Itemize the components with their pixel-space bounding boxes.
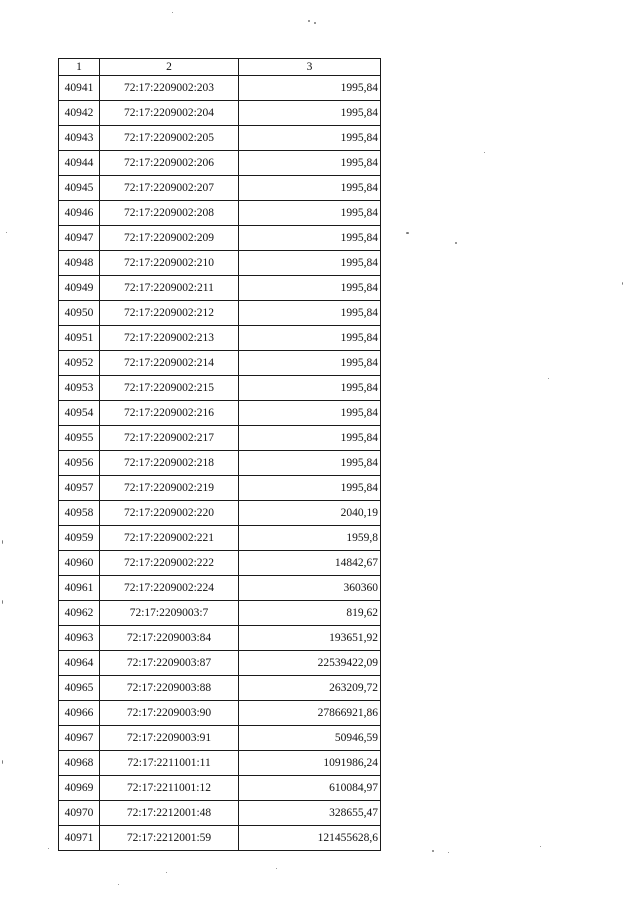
scan-speck: [118, 884, 119, 885]
cadastral-value-cell: 193651,92: [239, 626, 381, 651]
cadastral-number-cell: 72:17:2209002:222: [100, 551, 239, 576]
table-row: [59, 201, 381, 226]
row-number-cell: 40956: [59, 451, 100, 476]
cadastral-number-cell: 72:17:2209002:205: [100, 126, 239, 151]
scan-speck: [48, 848, 49, 849]
cadastral-number-cell: 72:17:2209002:210: [100, 251, 239, 276]
cadastral-number-cell: 72:17:2209002:206: [100, 151, 239, 176]
row-number-cell: 40964: [59, 651, 100, 676]
scan-speck: [484, 152, 485, 153]
table-body: [59, 76, 381, 851]
scan-speck: [314, 22, 316, 24]
cadastral-number-cell: 72:17:2209002:220: [100, 501, 239, 526]
table-row: [59, 226, 381, 251]
cadastral-number-cell: 72:17:2209002:211: [100, 276, 239, 301]
cadastral-number-cell: 72:17:2209003:88: [100, 676, 239, 701]
cadastral-value-cell: 1995,84: [239, 151, 381, 176]
cadastral-value-cell: 1995,84: [239, 426, 381, 451]
table-row: [59, 826, 381, 851]
cadastral-value-cell: 1995,84: [239, 351, 381, 376]
cadastral-number-cell: 72:17:2209003:91: [100, 726, 239, 751]
row-number-cell: 40966: [59, 701, 100, 726]
cadastral-number-cell: 72:17:2212001:59: [100, 826, 239, 851]
row-number-cell: 40960: [59, 551, 100, 576]
cadastral-value-cell: 328655,47: [239, 801, 381, 826]
table-row: [59, 601, 381, 626]
table-row: [59, 76, 381, 101]
table-row: [59, 401, 381, 426]
row-number-cell: 40965: [59, 676, 100, 701]
scan-speck: [6, 232, 7, 233]
scan-speck: [448, 852, 449, 853]
cadastral-number-cell: 72:17:2209002:224: [100, 576, 239, 601]
table-row: [59, 626, 381, 651]
cadastral-value-cell: 1959,8: [239, 526, 381, 551]
cadastral-number-cell: 72:17:2209003:87: [100, 651, 239, 676]
row-number-cell: 40942: [59, 101, 100, 126]
table-row: [59, 101, 381, 126]
table-row: [59, 551, 381, 576]
cadastral-number-cell: 72:17:2209002:212: [100, 301, 239, 326]
cadastral-number-cell: 72:17:2209002:221: [100, 526, 239, 551]
scan-speck: [406, 232, 409, 234]
table-row: [59, 326, 381, 351]
row-number-cell: 40963: [59, 626, 100, 651]
cadastral-value-cell: 1995,84: [239, 251, 381, 276]
cadastral-number-cell: 72:17:2209002:204: [100, 101, 239, 126]
cadastral-value-cell: 1091986,24: [239, 751, 381, 776]
column-header-2: 2: [100, 59, 239, 76]
row-number-cell: 40961: [59, 576, 100, 601]
cadastral-number-cell: 72:17:2209002:219: [100, 476, 239, 501]
row-number-cell: 40949: [59, 276, 100, 301]
table-row: [59, 801, 381, 826]
row-number-cell: 40962: [59, 601, 100, 626]
table-row: [59, 276, 381, 301]
cadastral-number-cell: 72:17:2209002:207: [100, 176, 239, 201]
cadastral-number-cell: 72:17:2211001:12: [100, 776, 239, 801]
table-row: [59, 351, 381, 376]
scan-speck: [2, 540, 3, 544]
cadastral-value-cell: 1995,84: [239, 401, 381, 426]
cadastral-value-cell: 1995,84: [239, 101, 381, 126]
scan-speck: [622, 282, 623, 285]
cadastral-value-cell: 1995,84: [239, 301, 381, 326]
cadastral-value-cell: 1995,84: [239, 376, 381, 401]
row-number-cell: 40971: [59, 826, 100, 851]
cadastral-number-cell: 72:17:2209003:7: [100, 601, 239, 626]
scan-speck: [540, 846, 541, 847]
scan-speck: [548, 378, 549, 379]
cadastral-value-cell: 1995,84: [239, 201, 381, 226]
table-row: [59, 651, 381, 676]
table-row: [59, 426, 381, 451]
scan-speck: [432, 850, 434, 852]
table-row: [59, 476, 381, 501]
cadastral-value-cell: 27866921,86: [239, 701, 381, 726]
scan-speck: [455, 242, 457, 244]
cadastral-value-cell: 121455628,6: [239, 826, 381, 851]
cadastral-value-cell: 14842,67: [239, 551, 381, 576]
cadastral-value-cell: 819,62: [239, 601, 381, 626]
table-row: [59, 726, 381, 751]
cadastral-value-table: [58, 58, 381, 851]
table-row: [59, 676, 381, 701]
table-row: [59, 126, 381, 151]
cadastral-number-cell: 72:17:2209002:216: [100, 401, 239, 426]
cadastral-number-cell: 72:17:2209002:213: [100, 326, 239, 351]
row-number-cell: 40968: [59, 751, 100, 776]
table-row: [59, 376, 381, 401]
cadastral-value-cell: 263209,72: [239, 676, 381, 701]
table-row: [59, 176, 381, 201]
row-number-cell: 40945: [59, 176, 100, 201]
row-number-cell: 40951: [59, 326, 100, 351]
table-row: [59, 451, 381, 476]
cadastral-value-cell: 50946,59: [239, 726, 381, 751]
table-row: [59, 576, 381, 601]
table-row: [59, 301, 381, 326]
row-number-cell: 40953: [59, 376, 100, 401]
table-row: [59, 501, 381, 526]
cadastral-number-cell: 72:17:2209002:218: [100, 451, 239, 476]
table-row: [59, 251, 381, 276]
cadastral-value-cell: 610084,97: [239, 776, 381, 801]
scan-speck: [276, 868, 277, 869]
cadastral-value-cell: 360360: [239, 576, 381, 601]
cadastral-number-cell: 72:17:2209002:217: [100, 426, 239, 451]
cadastral-number-cell: 72:17:2209003:84: [100, 626, 239, 651]
scan-speck: [166, 872, 167, 873]
scan-speck: [308, 20, 310, 22]
cadastral-number-cell: 72:17:2209002:209: [100, 226, 239, 251]
cadastral-value-cell: 2040,19: [239, 501, 381, 526]
scan-speck: [172, 12, 173, 13]
scan-speck: [2, 600, 3, 604]
row-number-cell: 40950: [59, 301, 100, 326]
cadastral-number-cell: 72:17:2209002:214: [100, 351, 239, 376]
cadastral-number-cell: 72:17:2209002:203: [100, 76, 239, 101]
cadastral-number-cell: 72:17:2209003:90: [100, 701, 239, 726]
cadastral-value-cell: 1995,84: [239, 326, 381, 351]
row-number-cell: 40957: [59, 476, 100, 501]
column-header-3: 3: [239, 59, 381, 76]
table-header-row: [59, 59, 381, 76]
table-row: [59, 751, 381, 776]
cadastral-value-cell: 1995,84: [239, 76, 381, 101]
column-header-1: 1: [59, 59, 100, 76]
cadastral-value-cell: 1995,84: [239, 451, 381, 476]
row-number-cell: 40944: [59, 151, 100, 176]
table-row: [59, 151, 381, 176]
table-row: [59, 701, 381, 726]
cadastral-number-cell: 72:17:2209002:215: [100, 376, 239, 401]
cadastral-value-cell: 1995,84: [239, 126, 381, 151]
scan-speck: [2, 760, 3, 764]
row-number-cell: 40946: [59, 201, 100, 226]
row-number-cell: 40943: [59, 126, 100, 151]
cadastral-value-cell: 22539422,09: [239, 651, 381, 676]
row-number-cell: 40948: [59, 251, 100, 276]
cadastral-value-cell: 1995,84: [239, 226, 381, 251]
cadastral-number-cell: 72:17:2211001:11: [100, 751, 239, 776]
row-number-cell: 40970: [59, 801, 100, 826]
row-number-cell: 40959: [59, 526, 100, 551]
row-number-cell: 40954: [59, 401, 100, 426]
row-number-cell: 40941: [59, 76, 100, 101]
cadastral-value-cell: 1995,84: [239, 476, 381, 501]
row-number-cell: 40955: [59, 426, 100, 451]
row-number-cell: 40969: [59, 776, 100, 801]
cadastral-number-cell: 72:17:2212001:48: [100, 801, 239, 826]
cadastral-value-cell: 1995,84: [239, 276, 381, 301]
cadastral-value-cell: 1995,84: [239, 176, 381, 201]
table-row: [59, 526, 381, 551]
row-number-cell: 40958: [59, 501, 100, 526]
row-number-cell: 40952: [59, 351, 100, 376]
cadastral-number-cell: 72:17:2209002:208: [100, 201, 239, 226]
row-number-cell: 40967: [59, 726, 100, 751]
table-row: [59, 776, 381, 801]
row-number-cell: 40947: [59, 226, 100, 251]
